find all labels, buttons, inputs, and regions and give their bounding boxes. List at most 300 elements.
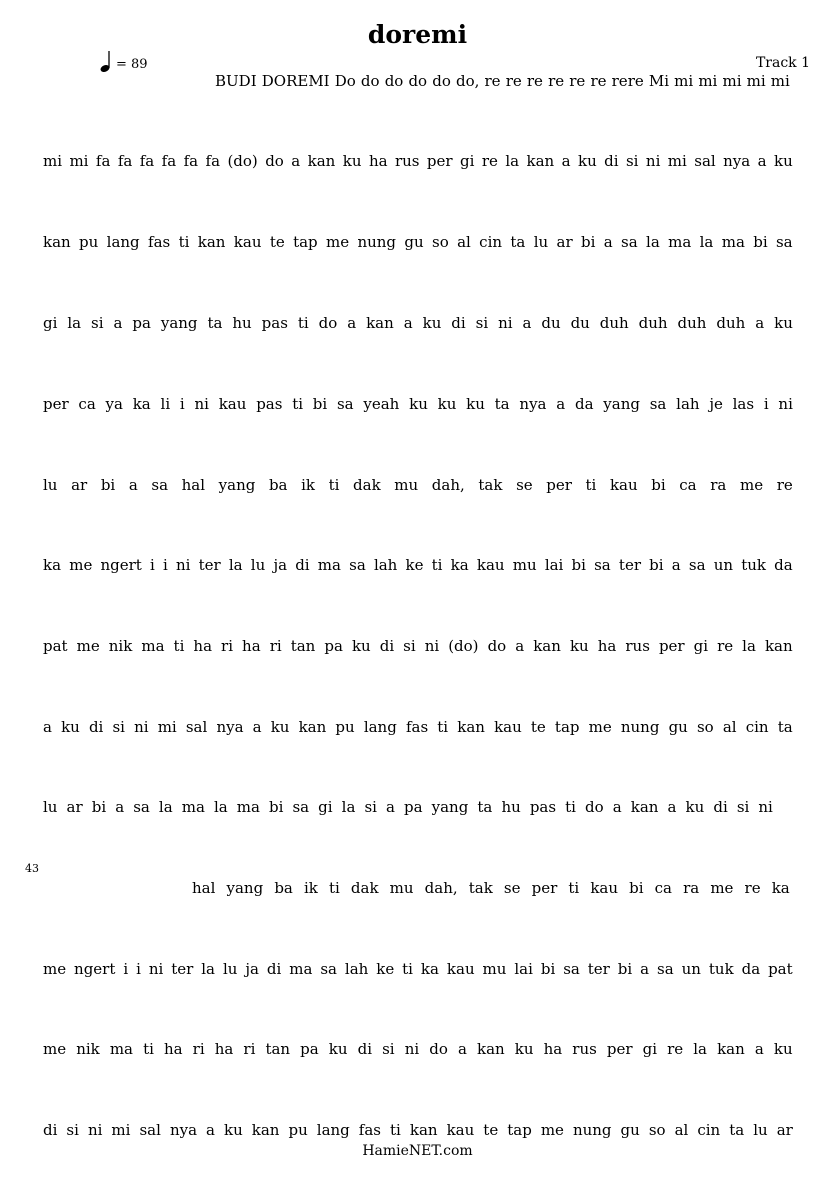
lyric-syllable: me [540,1121,564,1139]
lyric-syllable: ku [774,152,793,170]
lyric-syllable: kan [717,1040,745,1058]
lyric-syllable: ke [376,960,395,978]
lyric-syllable: li [160,395,171,413]
lyric-syllable: sa [133,798,150,816]
lyric-syllable: mi [667,152,687,170]
lyric-syllable: si [66,1121,79,1139]
lyric-syllable: kan [251,1121,280,1139]
lyric-syllable: kau [446,1121,475,1139]
lyric-syllable: ni [424,637,440,655]
lyric-syllable: re [744,879,761,897]
lyric-syllable: las [732,395,755,413]
lyric-syllable: ta [777,718,793,736]
lyric-syllable: la [213,798,228,816]
lyric-syllable: ba [268,476,288,494]
lyric-syllable: se [503,879,521,897]
lyric-syllable: ti [292,395,304,413]
lyric-syllable: ti [402,960,413,978]
lyric-syllable: ter [587,960,610,978]
lyric-syllable: duh [716,314,746,332]
lyric-syllable: kau [476,556,505,574]
lyric-syllable: ku [224,1121,243,1139]
lyric-syllable: mi [157,718,177,736]
lyric-syllable: a [403,314,413,332]
lyric-syllable: ka [771,879,790,897]
lyric-syllable: ha [368,152,388,170]
lyric-syllable: per [606,1040,633,1058]
lyric-syllable: ma [668,233,692,251]
lyric-syllable: gi [693,637,709,655]
lyric-syllable: la [742,637,756,655]
lyric-syllable: tap [507,1121,532,1139]
lyric-syllable: la [158,798,173,816]
lyric-syllable: ti [437,718,449,736]
lyric-syllable: kan [533,637,561,655]
lyric-syllable: pas [256,395,283,413]
lyric-syllable: bi [753,233,768,251]
lyric-syllable: mi [111,1121,131,1139]
lyric-syllable: tan [290,637,316,655]
lyric-syllable: je [709,395,723,413]
lyric-line-9 [43,718,793,738]
lyric-syllable: a [206,1121,215,1139]
lyric-line-1 [215,72,790,92]
lyric-syllable: (do) [448,637,479,655]
lyric-syllable: do [360,72,380,90]
lyric-syllable: sa [657,960,674,978]
lyric-syllable: pat [768,960,793,978]
lyric-syllable: ar [71,476,88,494]
lyric-syllable: dah, [424,879,458,897]
lyric-syllable: lu [250,556,266,574]
lyric-syllable: gi [460,152,475,170]
lyric-syllable: re [776,476,793,494]
lyric-syllable: si [91,314,104,332]
page-title: doremi [367,20,468,49]
lyric-syllable: yang [226,879,264,897]
lyric-syllable: ri [269,637,282,655]
lyric-syllable: do [318,314,338,332]
lyric-syllable: a [667,798,677,816]
lyric-line-12 [43,960,793,980]
lyric-syllable: mi [722,72,742,90]
lyric-syllable: bi [629,879,644,897]
lyric-syllable: ku [773,1040,793,1058]
lyric-syllable: pu [79,233,99,251]
lyric-syllable: mu [394,476,419,494]
lyric-syllable: lah [373,556,398,574]
lyric-syllable: me [710,879,734,897]
lyric-line-10 [43,798,773,818]
lyric-syllable: al [457,233,471,251]
lyric-syllable: te [530,718,546,736]
lyric-syllable: ku [351,637,371,655]
lyric-syllable: a [755,314,765,332]
lyric-syllable: hu [232,314,252,332]
lyric-syllable: i [763,395,769,413]
lyric-syllable: ti [173,637,185,655]
lyric-syllable: ka [420,960,439,978]
lyric-syllable: da [574,395,594,413]
lyric-syllable: se [516,476,533,494]
lyric-syllable: a [347,314,357,332]
lyric-syllable: ra [710,476,727,494]
lyric-syllable: ku [328,1040,348,1058]
lyric-syllable: per [546,476,572,494]
lyric-syllable: sa [320,960,337,978]
lyric-syllable: ti [565,798,576,816]
lyric-syllable: gi [43,314,58,332]
lyric-syllable: per [658,637,685,655]
lyric-syllable: hal [181,476,206,494]
lyric-line-13 [43,1040,793,1060]
lyric-line-2 [43,152,793,172]
lyric-syllable: ta [729,1121,745,1139]
lyric-syllable: ca [654,879,672,897]
lyric-syllable: re [484,72,501,90]
lyric-syllable: da [774,556,793,574]
lyric-syllable: kan [307,152,336,170]
lyric-syllable: te [269,233,285,251]
lyric-syllable: duh [638,314,668,332]
lyric-syllable: kan [764,637,793,655]
lyric-syllable: ngert [100,556,142,574]
lyric-syllable: do [429,1040,448,1058]
lyric-syllable: kan [43,233,71,251]
lyric-syllable: ri [243,1040,256,1058]
lyric-syllable: mi [770,72,790,90]
lyric-syllable: re [569,72,586,90]
lyric-syllable: la [646,233,660,251]
lyric-syllable: di [357,1040,373,1058]
lyric-syllable: mu [512,556,537,574]
lyric-syllable: a [128,476,138,494]
lyric-syllable: do, [455,72,480,90]
lyric-syllable: ta [477,798,493,816]
lyric-syllable: ha [163,1040,183,1058]
lyric-line-8 [43,637,793,657]
lyric-syllable: pa [324,637,343,655]
lyric-syllable: sa [688,556,706,574]
lyric-syllable: cin [479,233,503,251]
lyric-syllable: gu [404,233,424,251]
lyric-syllable: BUDI [215,72,257,90]
lyric-syllable: lai [544,556,564,574]
lyric-syllable: re [717,637,734,655]
lyric-syllable: tuk [708,960,734,978]
lyric-syllable: ku [514,1040,534,1058]
lyric-syllable: mi [746,72,766,90]
track-label: Track 1 [755,55,810,71]
lyric-syllable: so [648,1121,666,1139]
lyric-syllable: bi [269,798,284,816]
lyric-syllable: re [590,72,607,90]
lyric-syllable: per [426,152,453,170]
lyric-syllable: gu [620,1121,640,1139]
lyric-syllable: ter [171,960,194,978]
lyric-syllable: per [43,395,69,413]
lyric-syllable: di [379,637,395,655]
lyric-syllable: a [515,637,525,655]
lyric-syllable: a [671,556,681,574]
lyric-syllable: bi [580,233,596,251]
lyric-syllable: la [693,1040,707,1058]
lyric-syllable: ca [78,395,96,413]
lyric-line-6 [43,476,793,496]
lyric-syllable: ma [141,637,165,655]
lyric-syllable: ni [175,556,191,574]
lyric-syllable: nya [216,718,244,736]
lyric-syllable: lang [106,233,140,251]
lyric-syllable: la [228,556,243,574]
lyric-syllable: fa [95,152,111,170]
lyric-syllable: cin [745,718,769,736]
lyric-syllable: ma [721,233,745,251]
lyric-syllable: un [681,960,701,978]
lyric-syllable: ba [274,879,293,897]
lyric-syllable: bi [571,556,586,574]
lyric-syllable: so [696,718,714,736]
lyric-syllable: pa [132,314,151,332]
lyric-syllable: ma [109,1040,133,1058]
lyric-syllable: di [88,718,104,736]
lyric-syllable: do [265,152,284,170]
lyric-syllable: yang [431,798,469,816]
lyric-syllable: me [739,476,764,494]
lyric-syllable: ter [618,556,641,574]
lyric-syllable: a [252,718,262,736]
lyric-syllable: fas [148,233,171,251]
lyric-syllable: ti [297,314,309,332]
lyric-syllable: do [585,798,604,816]
lyric-syllable: ca [679,476,697,494]
lyric-syllable: do [432,72,451,90]
lyric-syllable: ha [193,637,213,655]
lyric-syllable: si [112,718,125,736]
lyric-syllable: i [179,395,185,413]
lyric-syllable: ni [148,960,164,978]
lyric-syllable: rus [625,637,650,655]
lyric-syllable: a [612,798,622,816]
lyric-syllable: ka [132,395,151,413]
lyric-syllable: mu [389,879,414,897]
lyric-syllable: lu [43,798,58,816]
lyric-syllable: kau [609,476,638,494]
lyric-syllable: ni [134,718,149,736]
lyric-syllable: ti [431,556,443,574]
lyric-syllable: un [713,556,734,574]
lyric-syllable: ter [198,556,221,574]
lyric-syllable: di [451,314,466,332]
lyric-line-11 [192,879,790,899]
lyric-syllable: fa [139,152,155,170]
lyric-syllable: me [43,960,67,978]
lyric-syllable: ku [466,395,485,413]
lyric-syllable: DOREMI [261,72,330,90]
lyric-syllable: ja [273,556,288,574]
lyric-syllable: ngert [74,960,116,978]
lyric-syllable: ta [207,314,223,332]
lyric-syllable: kau [218,395,247,413]
lyric-syllable: lang [363,718,397,736]
lyric-syllable: me [76,637,100,655]
lyric-syllable: la [699,233,714,251]
lyric-syllable: cin [697,1121,721,1139]
lyric-syllable: yang [218,476,256,494]
lyric-syllable: si [736,798,750,816]
lyric-syllable: ni [194,395,209,413]
lyric-syllable: ti [585,476,597,494]
lyric-syllable: kau [446,960,475,978]
lyric-syllable: ra [683,879,700,897]
lyric-syllable: i [136,960,141,978]
lyric-syllable: ni [404,1040,420,1058]
lyric-syllable: ti [390,1121,401,1139]
lyric-syllable: me [588,718,612,736]
lyric-syllable: a [115,798,125,816]
lyric-syllable: yang [160,314,198,332]
lyric-line-5 [43,395,793,415]
lyric-syllable: di [604,152,619,170]
lyric-syllable: ku [569,637,589,655]
lyric-syllable: mi [698,72,718,90]
lyric-syllable: ni [87,1121,103,1139]
lyric-syllable: lu [222,960,238,978]
lyric-line-4 [43,314,793,334]
lyric-syllable: ar [776,1121,793,1139]
lyric-syllable: kan [526,152,555,170]
lyric-syllable: da [741,960,761,978]
lyric-syllable: mi [674,72,694,90]
lyric-syllable: gi [318,798,333,816]
lyric-syllable: kau [494,718,522,736]
lyric-syllable: lang [316,1121,350,1139]
lyric-syllable: si [382,1040,395,1058]
lyric-syllable: ha [543,1040,563,1058]
lyric-syllable: lah [344,960,369,978]
lyric-syllable: i [150,556,155,574]
lyric-syllable: nung [357,233,397,251]
lyric-syllable: Mi [648,72,670,90]
lyric-syllable: sa [349,556,366,574]
lyric-syllable: gu [668,718,688,736]
lyric-syllable: a [386,798,395,816]
lyric-syllable: ya [105,395,123,413]
lyric-syllable: al [674,1121,689,1139]
lyric-syllable: yeah [363,395,400,413]
lyric-syllable: ku [685,798,705,816]
lyric-syllable: ik [303,879,318,897]
lyric-syllable: yang [603,395,640,413]
lyric-syllable: re [481,152,498,170]
lyric-syllable: ku [270,718,290,736]
lyric-syllable: ni [645,152,661,170]
lyric-syllable: ni [758,798,773,816]
lyric-syllable: kan [457,718,485,736]
lyric-syllable: tap [554,718,580,736]
lyric-syllable: ti [143,1040,154,1058]
lyric-syllable: do [487,637,507,655]
lyric-syllable: du [570,314,590,332]
lyric-syllable: mi [43,152,63,170]
lyric-syllable: i [123,960,129,978]
lyric-syllable: i [163,556,168,574]
lyric-syllable: bi [91,798,107,816]
lyric-syllable: fas [358,1121,381,1139]
lyric-syllable: ni [498,314,513,332]
lyric-syllable: a [522,314,532,332]
lyric-syllable: ta [494,395,510,413]
lyric-syllable: lu [43,476,58,494]
lyric-syllable: la [67,314,82,332]
lyric-syllable: sa [336,395,354,413]
lyric-syllable: fa [117,152,133,170]
lyric-syllable: duh [677,314,707,332]
lyric-syllable: a [754,1040,764,1058]
measure-number: 43 [25,862,39,875]
lyric-syllable: sa [563,960,580,978]
lyric-syllable: ha [214,1040,234,1058]
lyric-syllable: kan [409,1121,438,1139]
lyric-line-7 [43,556,793,576]
lyric-syllable: tak [478,476,503,494]
lyric-syllable: ha [597,637,617,655]
lyric-syllable: gi [642,1040,658,1058]
lyric-syllable: hal [192,879,216,897]
lyric-syllable: si [364,798,377,816]
lyric-syllable: re [667,1040,684,1058]
footer-link[interactable]: HamieNET.com [362,1143,473,1159]
lyric-syllable: kan [298,718,327,736]
lyric-syllable: ti [568,879,580,897]
lyric-syllable: nung [572,1121,612,1139]
lyric-syllable: (do) [227,152,258,170]
lyric-syllable: re [548,72,565,90]
lyric-syllable: bi [617,960,633,978]
lyric-syllable: ku [774,314,793,332]
lyric-syllable: pat [43,637,68,655]
lyric-syllable: ri [192,1040,205,1058]
lyric-syllable: duh [599,314,629,332]
lyric-syllable: ti [328,879,340,897]
lyric-syllable: al [722,718,737,736]
lyric-syllable: di [266,960,282,978]
lyric-syllable: ti [328,476,340,494]
lyric-syllable: pu [288,1121,308,1139]
lyric-syllable: lai [514,960,533,978]
lyric-syllable: do [408,72,428,90]
lyric-syllable: la [201,960,215,978]
lyric-syllable: ar [556,233,573,251]
lyric-syllable: sa [649,395,667,413]
lyric-syllable: ik [301,476,315,494]
lyric-syllable: ku [422,314,442,332]
lyric-line-3 [43,233,793,253]
lyric-syllable: pas [529,798,557,816]
lyric-syllable: nik [76,1040,100,1058]
lyric-syllable: ri [221,637,234,655]
lyric-syllable: tap [293,233,318,251]
lyric-syllable: sal [185,718,208,736]
lyric-syllable: pa [404,798,423,816]
lyric-syllable: si [625,152,639,170]
lyric-syllable: nung [620,718,660,736]
lyric-syllable: fa [161,152,177,170]
lyric-syllable: ja [245,960,259,978]
lyric-syllable: rere [611,72,644,90]
lyric-syllable: rus [394,152,420,170]
lyric-syllable: ni [778,395,793,413]
